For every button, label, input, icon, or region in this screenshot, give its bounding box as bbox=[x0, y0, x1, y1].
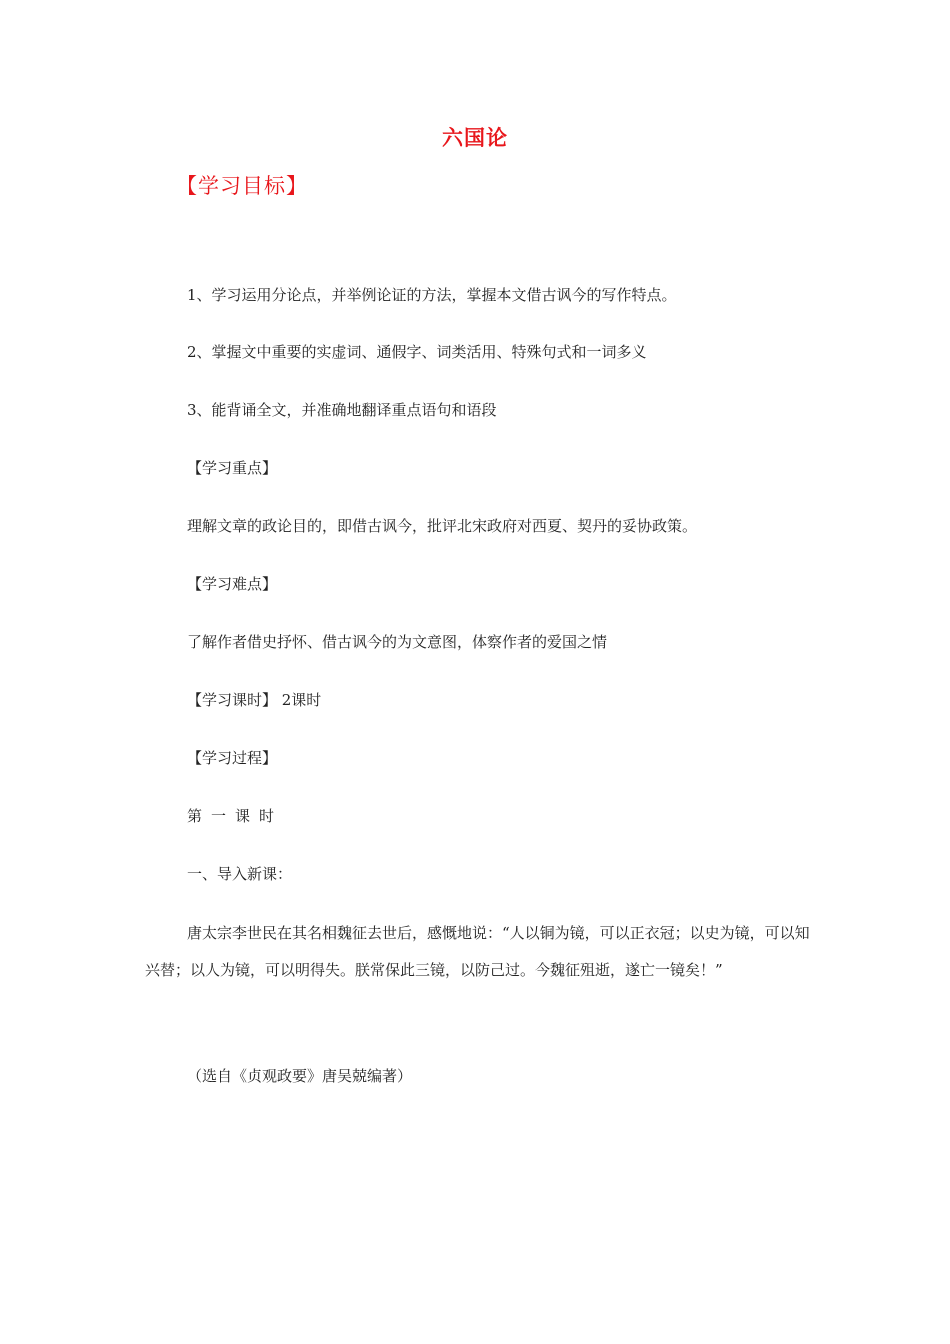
section-one-heading: 一、导入新课： bbox=[187, 865, 293, 883]
objective-item-3: 3、能背诵全文，并准确地翻译重点语句和语段 bbox=[187, 401, 497, 419]
document-title: 六国论 bbox=[442, 125, 508, 150]
quote-paragraph: 唐太宗李世民在其名相魏征去世后，感慨地说：“人以铜为镜，可以正衣冠；以史为镜，可以知兴替；以人为镜，可以明得失。朕常保此三镜，以防己过。今魏征殂逝，遂亡一镜矣！” bbox=[145, 924, 810, 979]
objective-heading: 【学习目标】 bbox=[176, 174, 308, 198]
hours-line: 【学习课时】 2课时 bbox=[187, 691, 322, 709]
process-heading: 【学习过程】 bbox=[187, 749, 278, 767]
objective-item-2: 2、掌握文中重要的实虚词、通假字、词类活用、特殊句式和一词多义 bbox=[187, 343, 647, 361]
key-point-text: 理解文章的政论目的，即借古讽今，批评北宋政府对西夏、契丹的妥协政策。 bbox=[187, 517, 698, 535]
difficulty-text: 了解作者借史抒怀、借古讽今的为文意图，体察作者的爱国之情 bbox=[187, 633, 608, 651]
objective-item-1: 1、学习运用分论点，并举例论证的方法，掌握本文借古讽今的写作特点。 bbox=[187, 286, 677, 304]
difficulty-heading: 【学习难点】 bbox=[187, 575, 278, 593]
lesson-one-label: 第一课时 bbox=[187, 807, 284, 825]
source-line: （选自《贞观政要》唐吴兢编著） bbox=[187, 1067, 413, 1085]
key-point-heading: 【学习重点】 bbox=[187, 459, 278, 477]
